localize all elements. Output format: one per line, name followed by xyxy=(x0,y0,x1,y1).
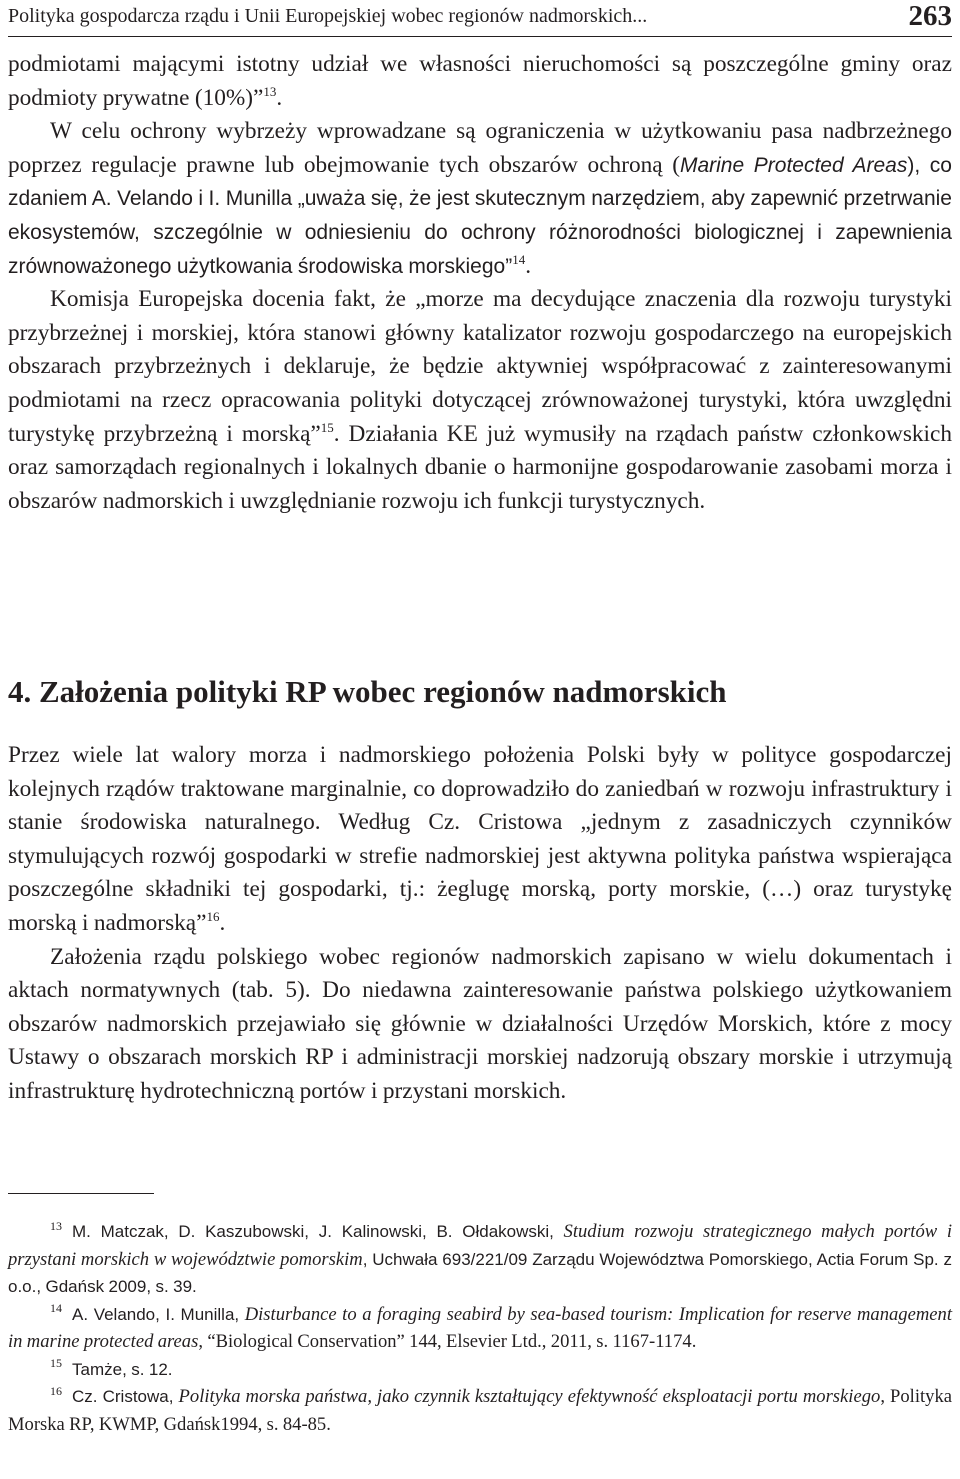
paragraph-1: podmiotami mającymi istotny udział we własności nieruchomości są poszczególne gminy oraz podmioty prywatne (10%)”$^{13}$. xyxy=(8,51,952,111)
running-header xyxy=(8,0,952,37)
body-text-bottom xyxy=(8,739,952,1109)
footnote-13: $^{13}$ M. Matczak, D. Kaszubowski, J. Kalinowski, B. Ołdakowski, Studium rozwoju strategicznego małych portów i przystani morskich w województwie pomorskim, Uchwała 693/221/09 Zarządu Województwa Pomorskiego, Actia Forum Sp. z o.o., Gdańsk 2009, s. 39. xyxy=(8,1218,952,1296)
running-title: Polityka gospodarcza rządu i Unii Europejskiej wobec regionów nadmorskich... xyxy=(8,5,648,27)
page-number: 263 xyxy=(908,0,952,32)
footnote-ref-13[interactable]: 13 xyxy=(263,83,277,99)
paragraph-3: Komisja Europejska docenia fakt, że „morze ma decydujące znaczenia dla rozwoju turystyki przybrzeżnej i morskiej, która stanowi główny katalizator rozwoju gospodarczego na europejskich obszarach przybrzeżnych i deklaruje, że będzie aktywniej współpracować z zainteresowanymi podmiotami na rzecz opracowania polityki dotyczącej zrównoważonej turystyki, która uwzględni turystykę przybrzeżną i morską”$^{15}$. Działania KE już wymusiły na rządach państw członkowskich oraz samorządach regionalnych i lokalnych dbanie o harmonijne gospodarowanie zasobami morza i obszarów nadmorskich i uwzględnianie rozwoju ich funkcji turystycznych. xyxy=(8,286,952,514)
footnote-14: $^{14}$ A. Velando, I. Munilla, Disturbance to a foraging seabird by sea-based tourism: Implication for reserve management in marine protected areas, “Biological Conservation” 144, Elsevier Ltd., 2011, s. 1167-1174. xyxy=(8,1301,952,1352)
footnote-15: $^{15}$ Tamże, s. 12. xyxy=(50,1356,173,1379)
paragraph-5: Założenia rządu polskiego wobec regionów nadmorskich zapisano w wielu dokumentach i aktach normatywnych (tab. 5). Do niedawna zainteresowanie państwa polskiego użytkowaniem obszarów nadmorskich przejawiało się głównie w działalności Urzędów Morskich, które z mocy Ustawy o obszarach morskich RP i administracji morskiej nadzorują obszary morskie i utrzymują infrastrukturę hydrotechniczną portów i przystani morskich. xyxy=(8,943,952,1104)
body-text-top xyxy=(8,48,952,518)
footnote-16: $^{16}$ Cz. Cristowa, Polityka morska państwa, jako czynnik kształtujący efektywność eksploatacji portu morskiego, Polityka Morska RP, KWMP, Gdańsk1994, s. 84-85. xyxy=(8,1383,952,1435)
footnote-ref-16[interactable]: 16 xyxy=(206,909,220,925)
footnote-divider xyxy=(8,1193,154,1194)
footnote-ref-14[interactable]: 14 xyxy=(512,251,526,267)
footnote-ref-15[interactable]: 15 xyxy=(320,419,334,435)
section-heading: 4. Założenia polityki RP wobec regionów nadmorskich xyxy=(8,674,727,709)
paragraph-2: W celu ochrony wybrzeży wprowadzane są ograniczenia w użytkowaniu pasa nadbrzeżnego poprzez regulacje prawne lub obejmowanie tych obszarów ochroną (Marine Protected Areas), co zdaniem A. Velando i I. Munilla „uważa się, że jest skutecznym narzędziem, aby zapewnić przetrwanie ekosystemów, szczególnie w odniesieniu do ochrony różnorodności biologicznej i zapewnienia zrównoważonego użytkowania środowiska morskiego”$^{14}$. xyxy=(8,118,952,279)
footnotes xyxy=(8,1218,952,1438)
italic-term: Marine Protected Areas xyxy=(679,153,908,177)
paragraph-4: Przez wiele lat walory morza i nadmorskiego położenia Polski były w polityce gospodarczej kolejnych rządów traktowane marginalnie, co doprowadziło do zaniedbań w rozwoju infrastruktury i stanie środowiska naturalnego. Według Cz. Cristowa „jednym z zasadniczych czynników stymulujących rozwój gospodarki w strefie nadmorskiej jest aktywna polityka państwa wspierająca poszczególne składniki tej gospodarki, tj.: żeglugę morską, porty morskie, (…) oraz turystykę morską i nadmorską”$^{16}$. xyxy=(8,742,952,936)
